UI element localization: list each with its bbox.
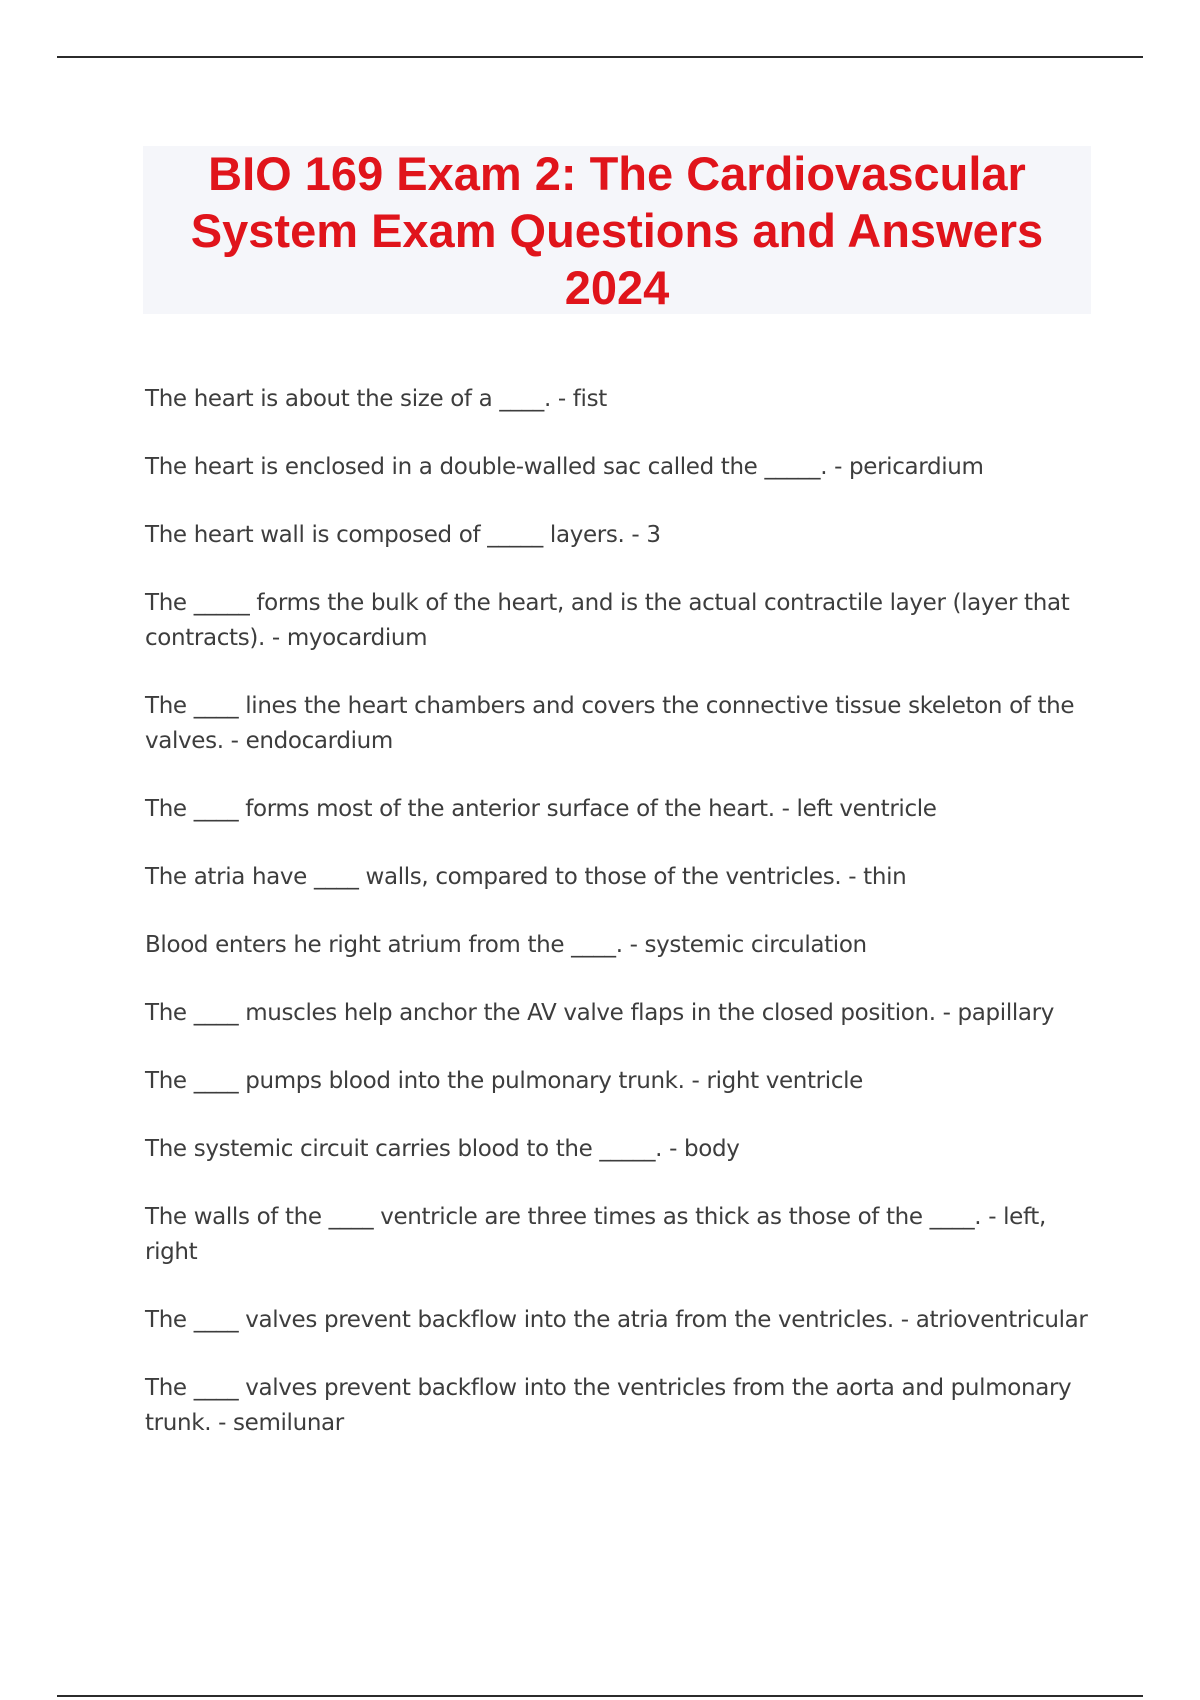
top-divider bbox=[57, 56, 1143, 58]
question-answer-list bbox=[145, 382, 1105, 1474]
bottom-divider bbox=[57, 1695, 1143, 1697]
qa-item: The _____ forms the bulk of the heart, and is the actual contractile layer (layer that contracts). - myocardium bbox=[145, 590, 1070, 651]
qa-item: The heart is about the size of a ____. - fist bbox=[145, 386, 607, 412]
qa-item: The heart wall is composed of _____ layers. - 3 bbox=[145, 522, 661, 548]
qa-item: The systemic circuit carries blood to the _____. - body bbox=[145, 1136, 740, 1162]
qa-item: Blood enters he right atrium from the ____. - systemic circulation bbox=[145, 932, 867, 958]
title-banner bbox=[143, 146, 1091, 314]
qa-item: The ____ valves prevent backflow into the atria from the ventricles. - atrioventricular bbox=[145, 1307, 1088, 1333]
qa-item: The walls of the ____ ventricle are three times as thick as those of the ____. - left, right bbox=[145, 1204, 1046, 1265]
qa-item: The atria have ____ walls, compared to those of the ventricles. - thin bbox=[145, 864, 907, 890]
qa-item: The heart is enclosed in a double-walled sac called the _____. - pericardium bbox=[145, 454, 984, 480]
document-title: BIO 169 Exam 2: The Cardiovascular System Exam Questions and Answers 2024 bbox=[190, 146, 1044, 314]
qa-item: The ____ forms most of the anterior surface of the heart. - left ventricle bbox=[145, 796, 937, 822]
qa-item: The ____ valves prevent backflow into the ventricles from the aorta and pulmonary trunk. - semilunar bbox=[145, 1375, 1072, 1436]
qa-item: The ____ muscles help anchor the AV valve flaps in the closed position. - papillary bbox=[145, 1000, 1055, 1026]
qa-item: The ____ lines the heart chambers and covers the connective tissue skeleton of the valves. - endocardium bbox=[145, 693, 1075, 754]
qa-item: The ____ pumps blood into the pulmonary trunk. - right ventricle bbox=[145, 1068, 863, 1094]
